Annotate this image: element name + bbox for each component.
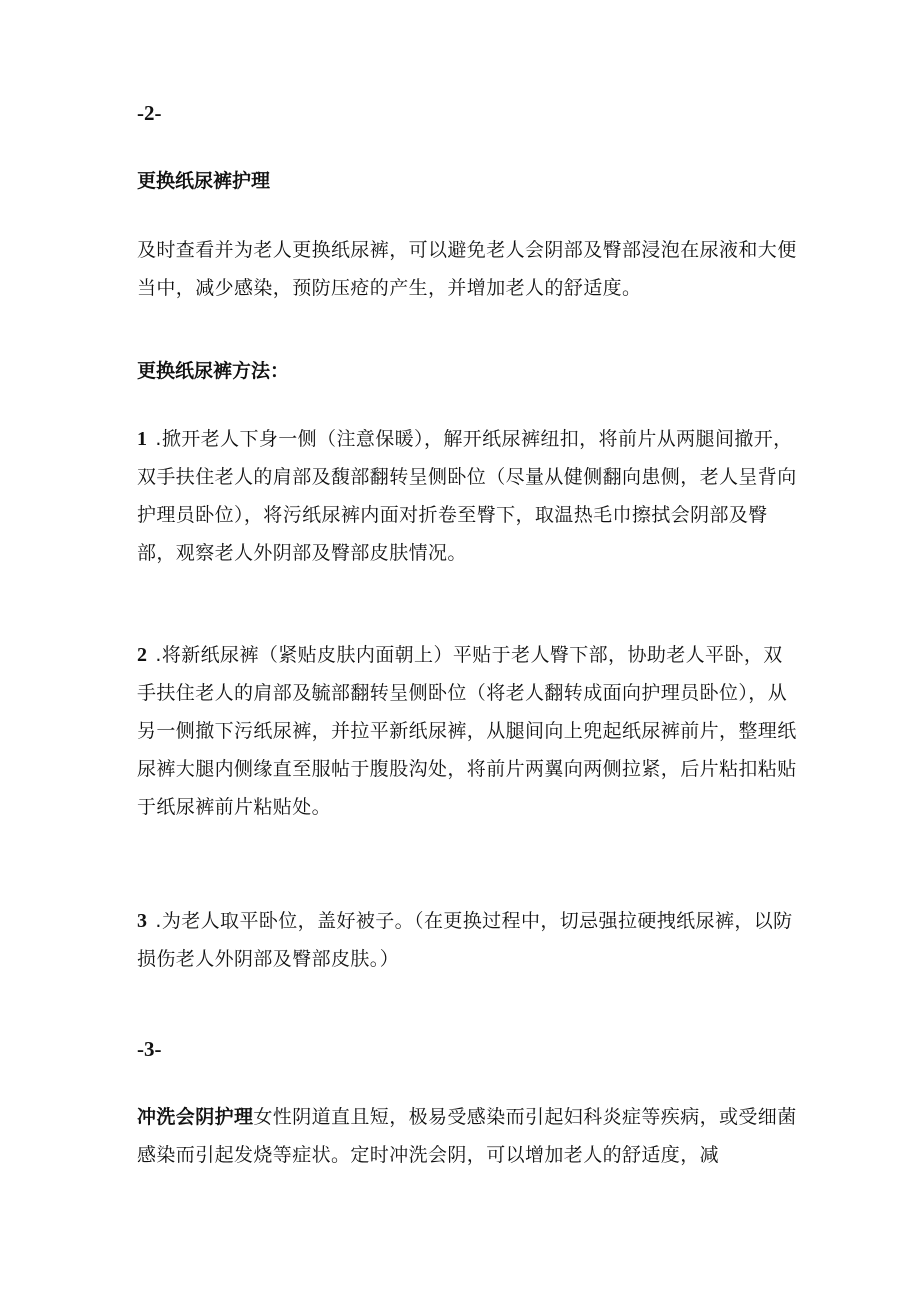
- section-title-diaper-care: 更换纸尿裤护理: [137, 170, 271, 192]
- step-3-number: 3: [137, 910, 148, 932]
- section-number-3: -3-: [137, 1037, 162, 1061]
- step-2-paragraph: [137, 636, 797, 826]
- step-2-text: .将新纸尿裤（紧贴皮肤内面朝上）平贴于老人臀下部，协助老人平卧，双手扶住老人的肩部及毓部翻转呈侧卧位（将老人翻转成面向护理员卧位），从另一侧撤下污纸尿裤，并拉平新纸尿裤，从腿间向上兜起纸尿裤前片，整理纸尿裤大腿内侧缘直至服帖于腹股沟处，将前片两翼向两侧拉紧，后片粘扣粘贴于纸尿裤前片粘贴处。: [137, 644, 797, 818]
- intro-paragraph-diaper-care: 及时查看并为老人更换纸尿裤，可以避免老人会阴部及臀部浸泡在尿液和大便当中，减少感染，预防压疮的产生，并增加老人的舒适度。: [137, 239, 797, 299]
- step-3-text: .为老人取平卧位，盖好被子。（在更换过程中，切忌强拉硬拽纸尿裤，以防损伤老人外阴部及臀部皮肤。）: [137, 910, 793, 970]
- method-heading: 更换纸尿裤方法：: [137, 360, 290, 382]
- step-1-number: 1: [137, 428, 148, 450]
- perineal-care-intro: 女性阴道直且短，极易受感染而引起妇科炎症等疾病，或受细菌感染而引起发烧等症状。定时冲洗会阴，可以增加老人的舒适度，减: [137, 1106, 797, 1166]
- section-title-perineal-care: 冲洗会阴护理: [137, 1106, 254, 1128]
- perineal-care-paragraph: [137, 1098, 797, 1174]
- step-2-number: 2: [137, 644, 148, 666]
- section-number-2: -2-: [137, 101, 162, 125]
- step-3-paragraph: [137, 902, 797, 978]
- step-1-paragraph: [137, 420, 797, 572]
- step-1-text: .掀开老人下身一侧（注意保暖），解开纸尿裤纽扣，将前片从两腿间撤开，双手扶住老人的肩部及馥部翻转呈侧卧位（尽量从健侧翻向患侧，老人呈背向护理员卧位），将污纸尿裤内面对折卷至臀下，取温热毛巾擦拭会阴部及臀部，观察老人外阴部及臀部皮肤情况。: [137, 428, 797, 564]
